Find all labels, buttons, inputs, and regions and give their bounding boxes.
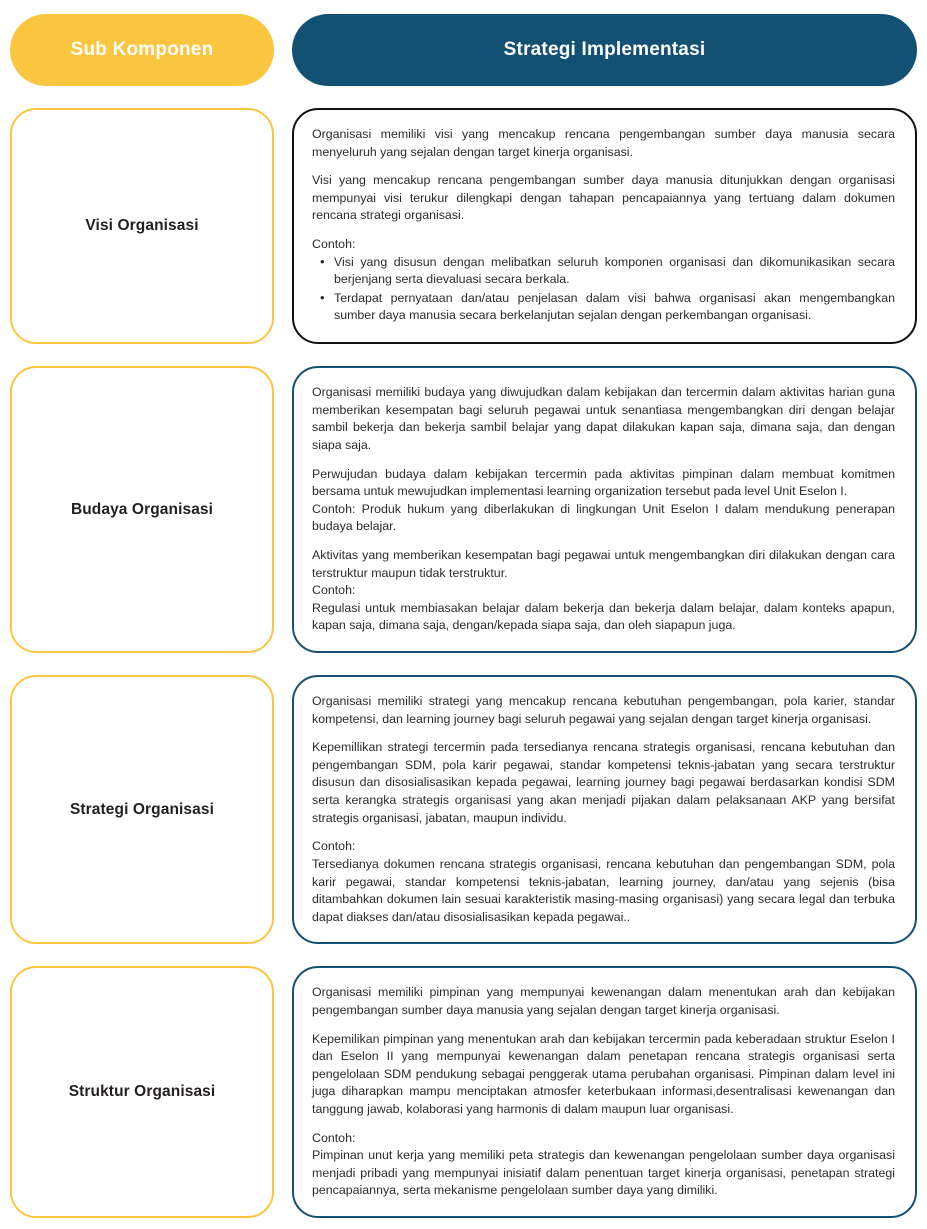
header-label-sub-komponen: Sub Komponen xyxy=(70,39,214,60)
sub-komponen-label: Budaya Organisasi xyxy=(70,500,214,518)
table-body xyxy=(10,108,917,1218)
body-paragraph: Perwujudan budaya dalam kebijakan tercermin pada aktivitas pimpinan dalam membuat komitmen bersama untuk mewujudkan implementasi learning organization tersebut pada level Unit Eselon I. xyxy=(312,466,895,499)
table-row xyxy=(10,675,917,944)
body-paragraph: Tersedianya dokumen rencana strategis organisasi, rencana kebutuhan dan pengembangan SDM, pola karir pegawai, standar kompetensi teknis-jabatan, learning journey, dan/atau yang sejenis (bisa ditambahkan dokumen lain sesuai karakteristik masing-masing organisasi) yang secara legal dan terbuka dapat diakses dan/atau disosialisasikan kepada pegawai.. xyxy=(312,856,895,924)
body-paragraph: Organisasi memiliki strategi yang mencakup rencana kebutuhan pengembangan, pola karier, standar kompetensi, dan learning journey bagi seluruh pegawai yang sejalan dengan target kinerja organisasi. xyxy=(312,694,895,726)
table-row xyxy=(10,966,917,1218)
table-row xyxy=(10,366,917,653)
body-paragraph: Contoh: xyxy=(312,1130,356,1145)
bullet-item: • Terdapat pernyataan dan/atau penjelasan dalam visi bahwa organisasi akan mengembangkan sumber daya manusia secara berkelanjutan sejalan dengan perkembangan organisasi. xyxy=(334,290,895,325)
body-paragraph: Aktivitas yang memberikan kesempatan bagi pegawai untuk mengembangkan diri dilakukan dengan cara terstruktur maupun tidak terstruktur. xyxy=(312,547,895,580)
sub-komponen-label: Visi Organisasi xyxy=(85,217,199,235)
header-cell-strategi-implementasi xyxy=(292,14,917,86)
sub-komponen-label: Strategi Organisasi xyxy=(69,800,215,818)
body-paragraph: Contoh: xyxy=(312,237,356,252)
strategi-implementasi-cell xyxy=(292,108,917,344)
strategi-implementasi-cell xyxy=(292,366,917,653)
body-paragraph: Visi yang mencakup rencana pengembangan sumber daya manusia ditunjukkan dengan organisasi mempunyai visi terukur dilengkapi dengan tahapan pencapaiannya yang tertuang dalam dokumen rencana strategi organisasi. xyxy=(312,173,895,223)
sub-komponen-cell xyxy=(10,675,274,944)
body-paragraph: Organisasi memiliki budaya yang diwujudkan dalam kebijakan dan tercermin dalam aktivitas harian guna memberikan kesempatan bagi seluruh pegawai untuk senantiasa mengembangkan diri dengan belajar sambil bekerja dan bekerja sambil belajar yang dapat dilakukan kapan saja, dimana saja, dan dengan siapa saja. xyxy=(312,385,895,452)
body-paragraph: Kepemilikan pimpinan yang menentukan arah dan kebijakan tercermin pada keberadaan struktur Eselon I dan Eselon II yang mempunyai kewenangan dalam penetapan rencana strategis organisasi serta pengelolaan SDM pendukung sebagai penggerak utama perubahan organisasi. Pimpinan dalam level ini juga diharapkan mampu menciptakan atmosfer keterbukaan informasi,desentralisasi kewenangan dan tanggung jawab, kolaborasi yang harmonis di dalam maupun luar organisasi. xyxy=(312,1031,895,1116)
body-paragraph: Pimpinan unut kerja yang memiliki peta strategis dan kewenangan pengelolaan sumber daya organisasi menjadi pribadi yang mempunyai inisiatif dalam penentuan target kinerja organisasi, penetapan strategi pencapaiannya, serta mekanisme pengelolaan sumber daya yang dimiliki. xyxy=(312,1148,895,1198)
header-label-strategi-implementasi: Strategi Implementasi xyxy=(503,39,706,60)
sub-komponen-cell xyxy=(10,966,274,1218)
body-paragraph: Contoh: xyxy=(312,839,356,854)
body-paragraph: Kepemillikan strategi tercermin pada tersedianya rencana strategis organisasi, rencana kebutuhan dan pengembangan SDM, pola karir pegawai, standar kompetensi teknis-jabatan yang secara terstruktur disusun dan disosialisasikan kepada pegawai, learning journey bagi pegawai berdasarkan kondisi SDM serta kerangka strategis organisasi yang akan menjadi pijakan dalam pelaksanaan AKP yang bersifat strategis organisasi, jabatan, maupun individu. xyxy=(312,740,895,825)
table-header-row xyxy=(10,14,917,86)
strategi-implementasi-cell xyxy=(292,966,917,1218)
body-paragraph: Organisasi memiliki visi yang mencakup rencana pengembangan sumber daya manusia secara menyeluruh yang sejalan dengan target kinerja organisasi. xyxy=(312,127,895,159)
body-paragraph: Organisasi memiliki pimpinan yang mempunyai kewenangan dalam menentukan arah dan kebijakan pengembangan sumber daya manusia yang sejalan dengan target kinerja organisasi. xyxy=(312,985,895,1017)
body-paragraph: Regulasi untuk membiasakan belajar dalam bekerja dan bekerja dalam belajar, dalam konteks apapun, kapan saja, dimana saja, dengan/kepada siapa saja, dan oleh siapapun juga. xyxy=(312,600,895,633)
sub-komponen-label: Struktur Organisasi xyxy=(68,1083,216,1101)
bullet-item: • Visi yang disusun dengan melibatkan seluruh komponen organisasi dan dikomunikasikan secara berjenjang serta dievaluasi secara berkala. xyxy=(334,254,895,289)
sub-komponen-cell xyxy=(10,108,274,344)
example-bullet-list xyxy=(312,254,895,325)
header-cell-sub-komponen xyxy=(10,14,274,86)
table-row xyxy=(10,108,917,344)
body-paragraph: Contoh: Produk hukum yang diberlakukan di lingkungan Unit Eselon I dalam mendukung penerapan budaya belajar. xyxy=(312,501,895,534)
strategi-implementasi-cell xyxy=(292,675,917,944)
sub-komponen-cell xyxy=(10,366,274,653)
body-paragraph: Contoh: xyxy=(312,583,356,598)
